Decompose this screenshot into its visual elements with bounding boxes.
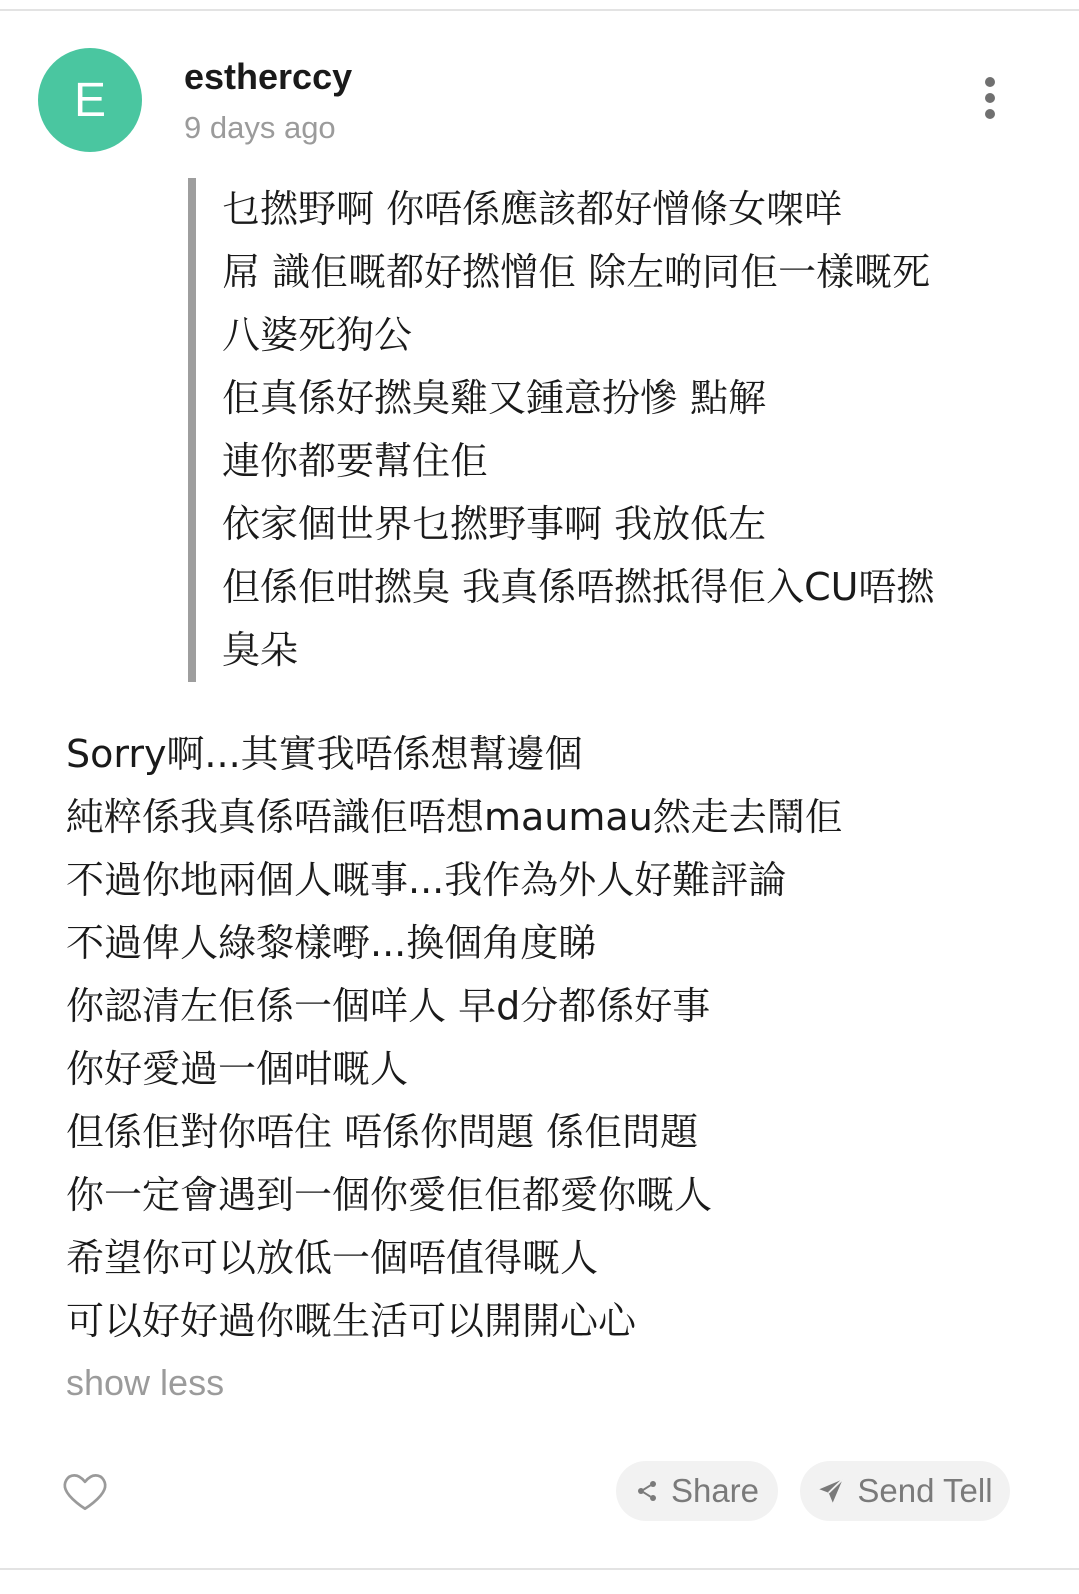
body-line: 純粹係我真係唔識佢唔想maumau然走去鬧佢 xyxy=(66,795,843,839)
quote-line: 屌 識佢嘅都好撚憎佢 除左啲同佢一樣嘅死 xyxy=(222,250,931,294)
heart-icon xyxy=(60,1466,110,1516)
quoted-comment xyxy=(188,178,1042,682)
avatar[interactable] xyxy=(38,48,142,152)
quote-line: 依家個世界乜撚野事啊 我放低左 xyxy=(222,502,767,546)
top-divider xyxy=(0,9,1079,11)
like-button[interactable] xyxy=(60,1466,110,1516)
timestamp: 9 days ago xyxy=(184,110,336,145)
share-icon xyxy=(635,1479,659,1503)
quote-line: 佢真係好撚臭雞又鍾意扮慘 點解 xyxy=(222,376,767,420)
body-line: 希望你可以放低一個唔值得嘅人 xyxy=(66,1236,599,1280)
body-line: 可以好好過你嘅生活可以開開心心 xyxy=(66,1299,637,1343)
more-vertical-icon xyxy=(985,77,995,87)
more-vertical-icon-dot xyxy=(985,109,995,119)
send-tell-button[interactable] xyxy=(800,1461,1010,1521)
quote-line: 但係佢咁撚臭 我真係唔撚抵得佢入CU唔撚 xyxy=(222,565,935,609)
share-button[interactable] xyxy=(616,1461,778,1521)
more-vertical-icon-dot xyxy=(985,93,995,103)
body-line: 但係佢對你唔住 唔係你問題 係佢問題 xyxy=(66,1110,699,1154)
body-line: 你認清左佢係一個咩人 早d分都係好事 xyxy=(66,984,711,1028)
quote-line: 臭朵 xyxy=(222,628,299,672)
body-line: 不過俾人綠黎樣嘢...換個角度睇 xyxy=(66,921,597,965)
body-line: 不過你地兩個人嘅事...我作為外人好難評論 xyxy=(66,858,787,902)
body-line: 你好愛過一個咁嘅人 xyxy=(66,1047,409,1091)
body-line: 你一定會遇到一個你愛佢佢都愛你嘅人 xyxy=(66,1173,713,1217)
send-tell-label: Send Tell xyxy=(857,1472,993,1509)
comment-body xyxy=(66,723,1026,1353)
send-icon xyxy=(817,1477,845,1505)
quote-line: 八婆死狗公 xyxy=(222,313,413,357)
more-options-button[interactable] xyxy=(966,70,1014,126)
username[interactable]: estherccy xyxy=(184,56,353,97)
quote-line: 連你都要幫住佢 xyxy=(222,439,489,483)
share-label: Share xyxy=(670,1472,760,1509)
quote-line: 乜撚野啊 你唔係應該都好憎條女㗎咩 xyxy=(222,187,843,231)
body-line: Sorry啊...其實我唔係想幫邊個 xyxy=(66,732,583,776)
bottom-divider xyxy=(0,1568,1079,1570)
show-less-link[interactable]: show less xyxy=(66,1362,225,1403)
avatar-letter: E xyxy=(73,73,106,127)
